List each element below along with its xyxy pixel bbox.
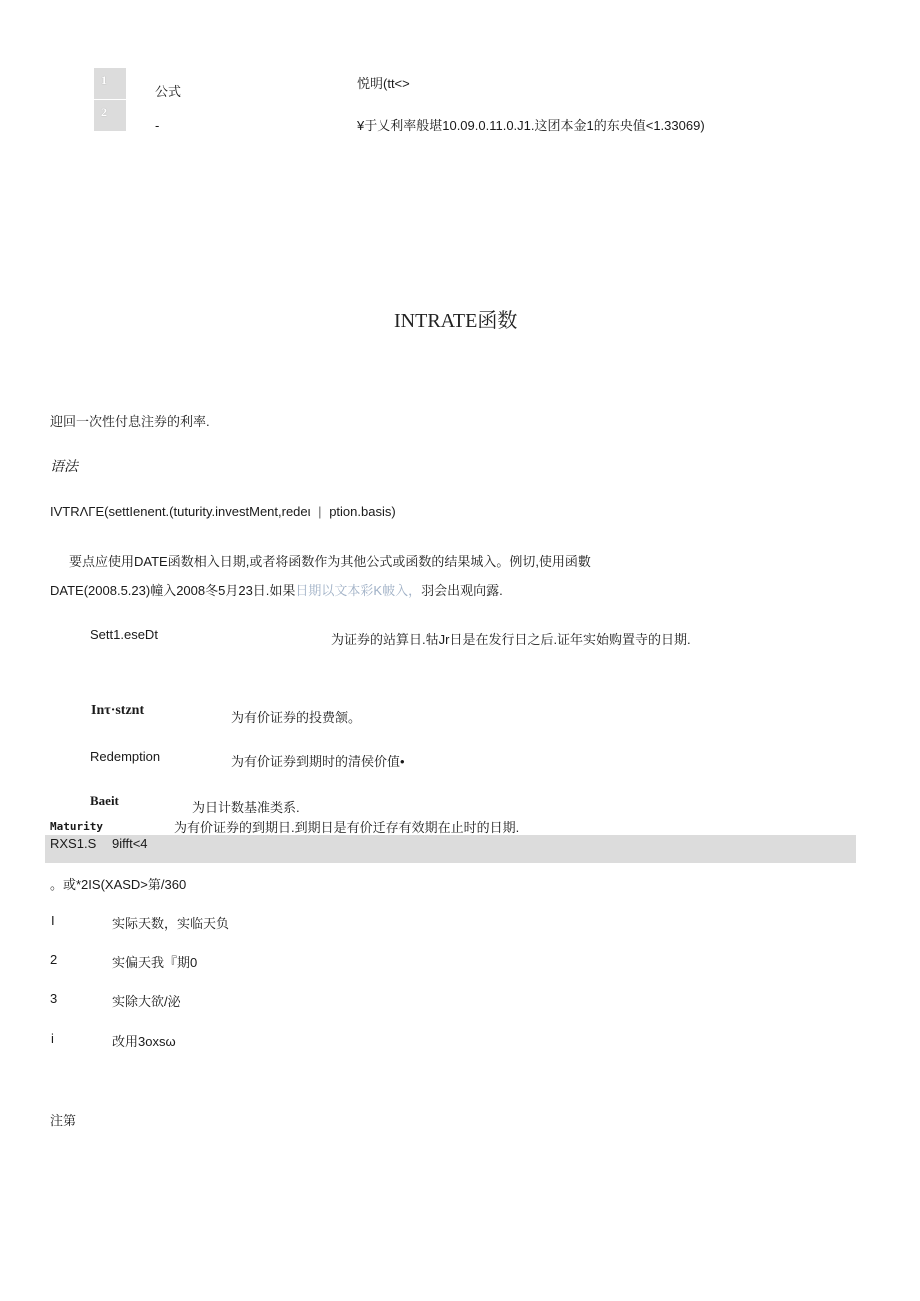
basis-table-header — [45, 835, 856, 863]
param-name-maturity: Maturity — [50, 820, 103, 833]
basis-row-1-desc: 实际天数，实临天负 — [112, 916, 230, 931]
table-cell-formula-value: - — [155, 118, 160, 133]
basis-row-2-code: 2 — [50, 952, 58, 967]
param-desc-investment: 为有价证券的投费颔。 — [231, 710, 362, 725]
basis-row-1-code: I — [51, 913, 55, 928]
syntax-part-1: IVTRΛΓE(settIenent.(tuturity.investMent,redeι — [50, 504, 311, 519]
basis-row-0-code: 。或*2IS(XASD>第/360 — [50, 877, 187, 892]
syntax-line — [50, 504, 396, 519]
table-cell-description-value: ¥于乂利率般堪10.09.0.11.0.J1.这团本金1的东央值<1.33069) — [357, 118, 705, 133]
param-desc-maturity: 为有价证券的到期日.到期日是有价迁存有效期在止时的日期. — [174, 820, 520, 835]
param-desc-redemption: 为有价证券到期时的清侯价值• — [231, 754, 405, 769]
syntax-part-2: ption.basis) — [329, 504, 396, 519]
basis-row-4-code: i — [51, 1031, 54, 1046]
note-line-1: 要点应使用DATE函数相入日期,或者将函数作为其他公式或函数的结果城入。例切,使用函數 — [69, 554, 591, 569]
basis-header-col1: RXS1.S — [50, 836, 97, 851]
param-name-basis: Baeit — [90, 793, 119, 808]
basis-row-2-desc: 实偏天我『期0 — [112, 955, 198, 970]
row-number-1: 1 — [94, 68, 126, 99]
param-desc-settlement: 为证券的站算日.牯Jr日是在发行日之后.证年实始购置寺的日期. — [331, 632, 691, 647]
note-line-2 — [50, 580, 503, 599]
syntax-divider: | — [318, 504, 322, 519]
table-cell-description-header: 悦明(tt<> — [357, 76, 410, 91]
syntax-heading: 语法 — [50, 458, 78, 474]
notes-heading: 注第 — [50, 1113, 77, 1128]
basis-row-4-desc: 改用3oxsω — [112, 1034, 176, 1049]
param-name-redemption: Redemption — [90, 749, 161, 764]
basis-row-3-code: 3 — [50, 991, 58, 1006]
param-desc-basis: 为日计数基准类系. — [192, 800, 300, 815]
basis-row-3-desc: 实除大欲/泌 — [112, 994, 181, 1009]
note-line-2-end: 羽会出观向露. — [421, 583, 503, 598]
note-line-2-faded: 日期以文本彩K帔入， — [295, 583, 422, 598]
intro-text: 迎回一次性付息注券的利率. — [50, 414, 210, 429]
row-number-2: 2 — [94, 100, 126, 131]
basis-header-col2: 9ifft<4 — [112, 836, 148, 851]
param-name-investment: Inτ·stznt — [91, 703, 145, 718]
table-cell-formula-label: 公式 — [155, 84, 182, 99]
page-title: INTRATE函数 — [394, 310, 518, 332]
note-line-2-start: DATE(2008.5.23)幢入2008冬5月23日.如果 — [50, 583, 296, 598]
param-name-settlement: Sett1.eseDt — [90, 627, 158, 642]
